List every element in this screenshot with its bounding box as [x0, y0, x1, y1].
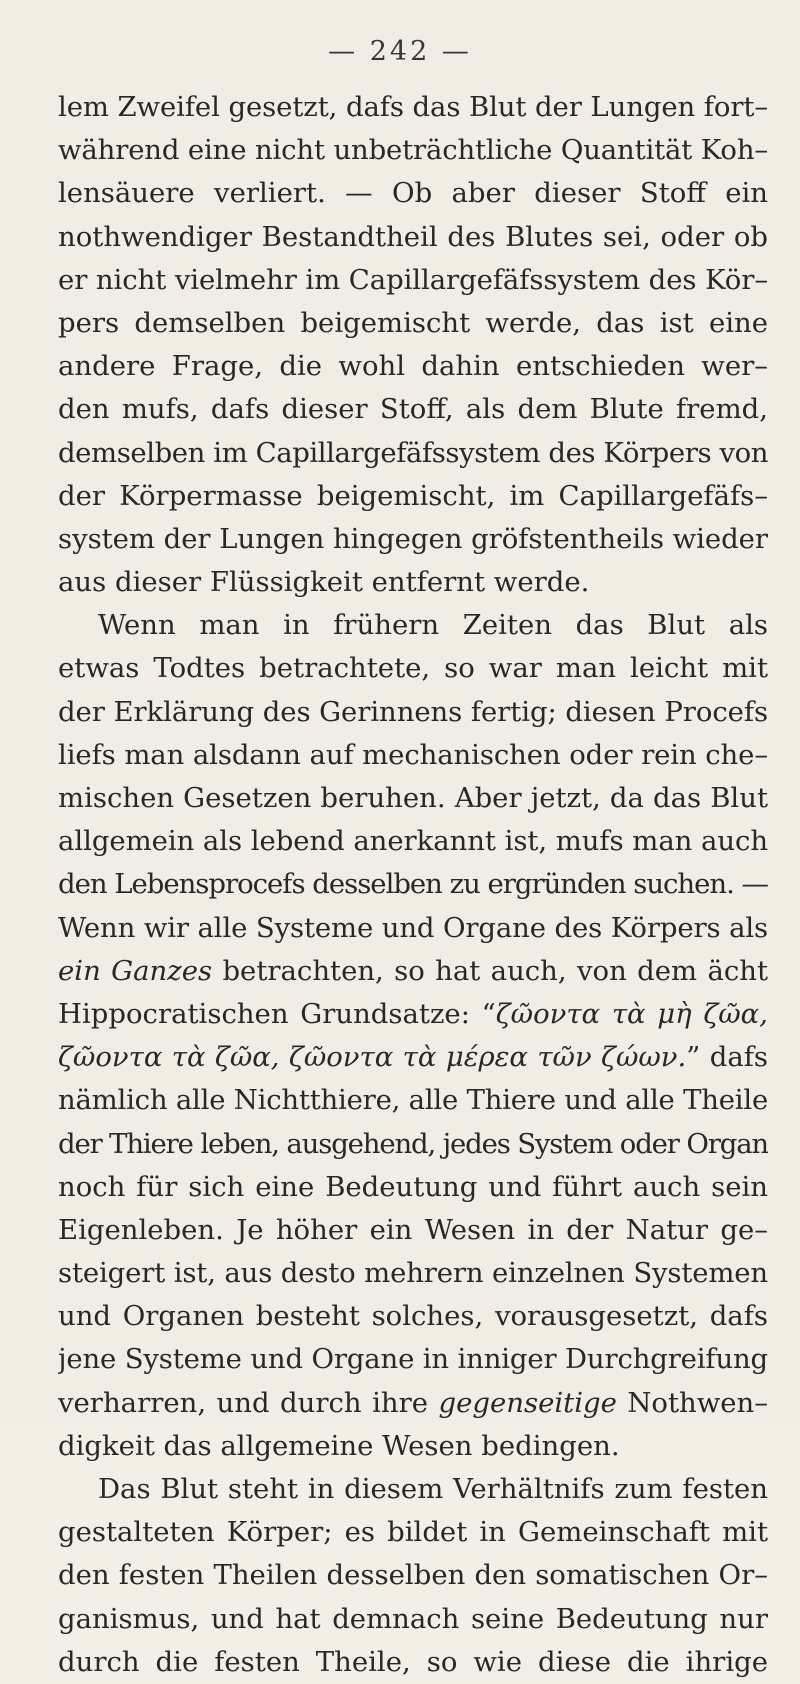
text-segment: etwas Todtes betrachtete, so war man leicht mit: [58, 652, 768, 685]
text-segment: steigert ist, aus desto mehrern einzelnen Systemen: [58, 1257, 768, 1290]
text-segment: nothwendiger Bestandtheil des Blutes sei, oder ob: [58, 220, 768, 253]
text-segment: nämlich alle Nichtthiere, alle Thiere und alle Theile: [58, 1084, 768, 1117]
text-line: [58, 388, 768, 431]
text-line: [58, 1511, 768, 1554]
text-segment: und Organen besteht solches, vorausgesetzt, dafs: [58, 1300, 768, 1333]
body-text: [58, 86, 768, 1684]
text-segment: aus dieser Flüssigkeit entfernt werde.: [58, 566, 590, 599]
text-line: [58, 1123, 768, 1166]
text-line: [58, 129, 768, 172]
text-line: [58, 1036, 768, 1079]
text-segment: Eigenleben. Je höher ein Wesen in der Natur ge–: [58, 1213, 768, 1246]
emphasized-text: gegenseitige: [438, 1386, 617, 1419]
text-line: [58, 432, 768, 475]
text-line: [58, 1641, 768, 1684]
text-segment: den festen Theilen desselben den somatischen Or–: [58, 1559, 768, 1592]
text-segment: ” dafs: [686, 1041, 768, 1074]
text-segment: mischen Gesetzen beruhen. Aber jetzt, da das Blut: [58, 782, 768, 814]
text-segment: während eine nicht unbeträchtliche Quantität Koh–: [58, 134, 768, 167]
text-segment: der Körpermasse beigemischt, im Capillargefäfs–: [58, 479, 768, 512]
text-line: [58, 691, 768, 734]
text-segment: Hippocratischen Grundsatze: “: [58, 997, 496, 1030]
text-line: [58, 863, 768, 906]
text-segment: lensäuere verliert. — Ob aber dieser Stoff ein: [58, 177, 768, 210]
text-line: [58, 1598, 768, 1641]
text-segment: ganismus, und hat demnach seine Bedeutung nur: [58, 1602, 768, 1635]
text-line: [58, 604, 768, 647]
text-segment: noch für sich eine Bedeutung und führt auch sein: [58, 1170, 768, 1203]
text-line: [58, 993, 768, 1036]
text-line: [58, 1382, 768, 1425]
text-segment: system der Lungen hingegen gröfstentheils wieder: [58, 522, 768, 555]
text-line: [58, 734, 768, 777]
text-segment: durch die festen Theile, so wie diese die ihrige: [58, 1645, 768, 1678]
text-line: [58, 1468, 768, 1511]
text-segment: demselben im Capillargefäfssystem des Körpers von: [58, 436, 768, 469]
text-line: [58, 777, 768, 820]
text-line: [58, 1338, 768, 1381]
text-segment: den mufs, dafs dieser Stoff, als dem Blute fremd,: [58, 393, 768, 426]
text-segment: andere Frage, die wohl dahin entschieden wer–: [58, 350, 768, 383]
text-line: [58, 561, 768, 604]
page-number: — 242 —: [328, 36, 472, 67]
text-line: [58, 216, 768, 259]
text-segment: gestalteten Körper; es bildet in Gemeinschaft mit: [58, 1516, 768, 1549]
text-line: [58, 1166, 768, 1209]
text-line: [58, 1209, 768, 1252]
text-line: [58, 475, 768, 518]
text-segment: jene Systeme und Organe in inniger Durchgreifung: [58, 1343, 768, 1376]
text-segment: liefs man alsdann auf mechanischen oder rein che–: [58, 738, 768, 771]
text-line: [58, 302, 768, 345]
text-line: [58, 345, 768, 388]
text-segment: pers demselben beigemischt werde, das ist eine: [58, 306, 768, 339]
text-segment: Nothwen–: [616, 1386, 768, 1419]
text-segment: der Thiere leben, ausgehend, jedes System oder Organ: [58, 1127, 768, 1160]
emphasized-text: ζῶοντα τὰ μὴ ζῶα,: [495, 997, 768, 1030]
text-segment: allgemein als lebend anerkannt ist, mufs man auch: [58, 825, 768, 858]
text-segment: der Erklärung des Gerinnens fertig; diesen Procefs: [58, 695, 768, 728]
text-line: [58, 259, 768, 302]
text-segment: Das Blut steht in diesem Verhältnifs zum festen: [98, 1473, 768, 1505]
text-line: [58, 820, 768, 863]
text-segment: lem Zweifel gesetzt, dafs das Blut der Lungen fort–: [58, 91, 768, 123]
text-line: [58, 1079, 768, 1122]
text-line: [58, 907, 768, 950]
emphasized-text: ζῶοντα τὰ ζῶα, ζῶοντα τὰ μέρεα τῶν ζώων.: [58, 1041, 687, 1074]
text-segment: den Lebensprocefs desselben zu ergründen suchen. —: [58, 868, 768, 901]
text-segment: digkeit das allgemeine Wesen bedingen.: [58, 1429, 620, 1462]
text-segment: Wenn man in frühern Zeiten das Blut als: [98, 609, 768, 642]
text-segment: Wenn wir alle Systeme und Organe des Körpers als: [58, 911, 768, 944]
emphasized-text: ein Ganzes: [58, 954, 213, 987]
text-line: [58, 1295, 768, 1338]
text-line: [58, 647, 768, 690]
text-segment: verharren, und durch ihre: [58, 1386, 439, 1419]
text-line: [58, 1425, 768, 1468]
text-line: [58, 518, 768, 561]
text-line: [58, 950, 768, 993]
text-line: [58, 172, 768, 215]
text-segment: er nicht vielmehr im Capillargefäfssystem des Kör–: [58, 263, 768, 296]
text-segment: betrachten, so hat auch, von dem ächt: [212, 954, 768, 987]
text-line: [58, 86, 768, 129]
text-line: [58, 1554, 768, 1597]
text-line: [58, 1252, 768, 1295]
